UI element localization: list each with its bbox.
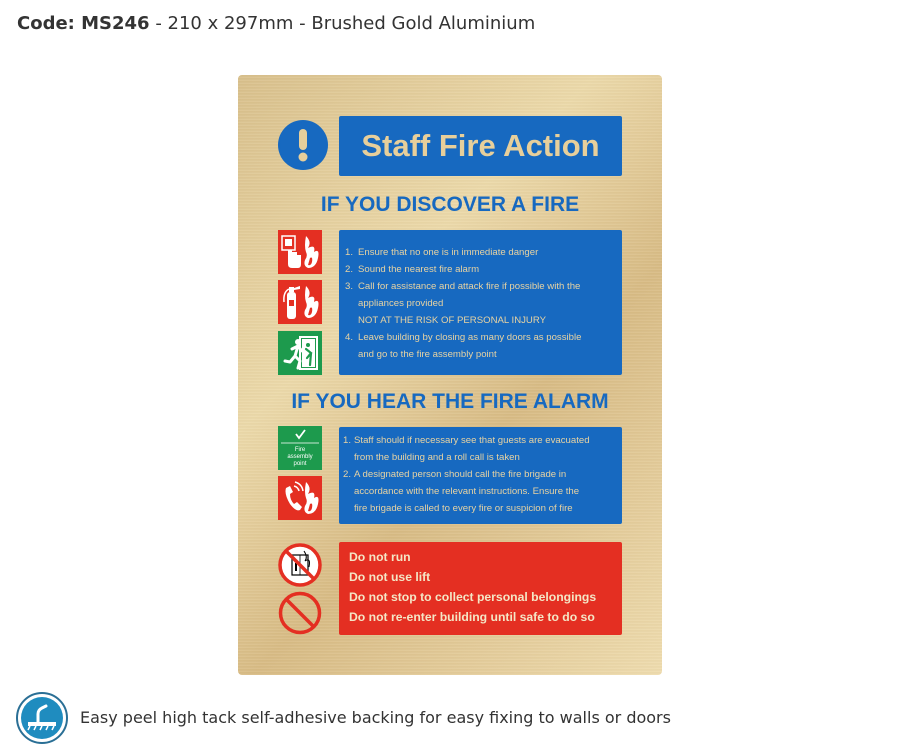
fire-assembly-point-icon	[278, 426, 322, 470]
emergency-exit-icon	[278, 331, 322, 375]
prohibitions-box	[339, 542, 622, 635]
prohibition-item: Do not re-enter building until safe to do so	[349, 610, 595, 624]
assembly-text-3: point	[293, 461, 307, 467]
assembly-text-2: assembly	[287, 454, 313, 460]
hear-alarm-heading: IF YOU HEAR THE FIRE ALARM	[291, 390, 609, 413]
adhesive-backing-icon	[16, 692, 68, 744]
adhesive-backing-text: Easy peel high tack self-adhesive backing for easy fixing to walls or doors	[80, 708, 671, 727]
assembly-text-1: Fire	[294, 447, 306, 453]
fire-alarm-icon	[278, 230, 322, 274]
discover-fire-heading: IF YOU DISCOVER A FIRE	[320, 193, 580, 216]
instruction-item: 2. Sound the nearest fire alarm	[345, 264, 480, 275]
prohibition-icon	[278, 591, 322, 635]
instruction-item: 1. Staff should if necessary see that guests are evacuated from the building and a roll call is taken	[343, 435, 590, 463]
product-code-line	[17, 13, 535, 34]
sign-image	[238, 75, 662, 675]
sign-title: Staff Fire Action	[361, 128, 600, 163]
instruction-item: 1. Ensure that no one is in immediate danger	[345, 247, 539, 258]
prohibition-item: Do not run	[349, 550, 411, 564]
instruction-item: 3. Call for assistance and attack fire if possible with the appliances provided NOT AT THE RISK OF PERSONAL INJURY	[345, 281, 581, 326]
prohibition-item: Do not stop to collect personal belongings	[349, 590, 597, 604]
instruction-item: 2. A designated person should call the fire brigade in accordance with the relevant instructions. Ensure the fire brigade is called to every fire or suspicion of fire	[343, 469, 580, 514]
fire-phone-icon	[278, 476, 322, 520]
hear-alarm-instructions	[339, 427, 622, 524]
sign-title-box	[339, 116, 622, 176]
no-lift-icon	[278, 543, 322, 587]
exclamation-icon	[278, 120, 328, 170]
instruction-item: 4. Leave building by closing as many doors as possible and go to the fire assembly point	[345, 332, 582, 360]
discover-fire-instructions	[339, 230, 622, 375]
product-code: Code: MS246	[17, 13, 150, 34]
prohibition-item: Do not use lift	[349, 570, 431, 584]
fire-extinguisher-icon	[278, 280, 322, 324]
product-spec: - 210 x 297mm - Brushed Gold Aluminium	[149, 13, 536, 34]
